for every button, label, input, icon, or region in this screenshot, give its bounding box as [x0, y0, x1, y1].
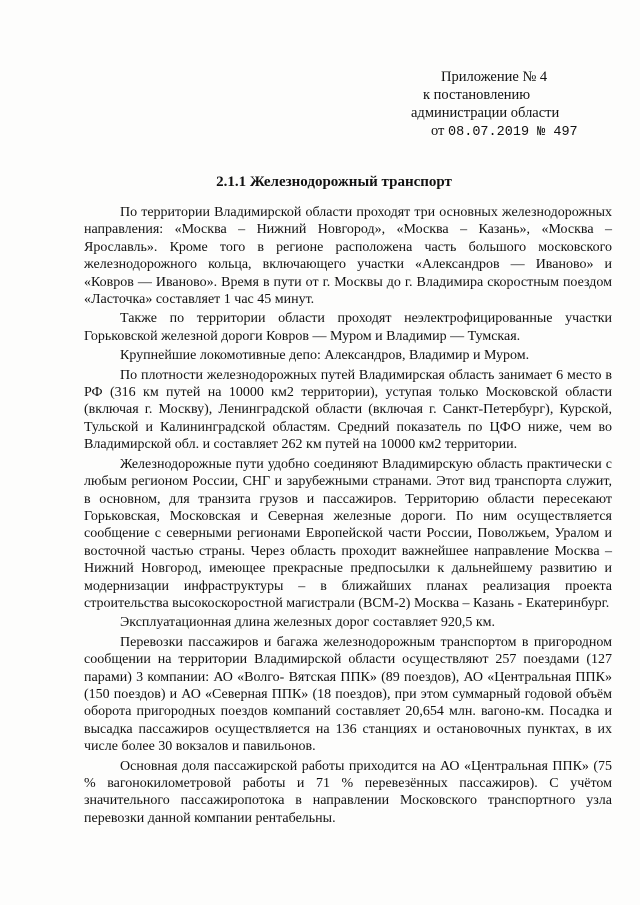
administration-label: администрации области	[411, 105, 560, 121]
paragraph-connections: Железнодорожные пути удобно соединяют Владимирскую область практически с любым регионом России, СНГ и зарубежными странами. Этот вид транспорта служит, в основном, для транзита грузов и пассажиров. Территорию области пересекают Горьковская, Московская и Северная железные дороги. По ним осуществляется сообщение с северными регионами Европейской части России, Поволжьем, Уралом и восточной частью страны. Через область проходит важнейшее направление Москва – Нижний Новгород, имеющее прекрасные предпосылки к дальнейшему развитию и модернизации инфраструктуры – в ближайших планах реализация проекта строительства высокоскоростной магистрали (ВСМ-2) Москва – Казань - Екатеринбург.	[84, 456, 612, 611]
resolution-date-line	[395, 122, 625, 142]
paragraph-density: По плотности железнодорожных путей Владимирская область занимает 6 место в РФ (316 км путей на 10000 км2 территории), уступая только Московской области (включая г. Москву), Ленинградской области (включая г. Санкт-Петербург), Курской, Тульской и Калининградской областям. Средний показатель по ЦФО ниже, чем во Владимирской обл. и составляет 262 км путей на 10000 км2 территории.	[84, 367, 612, 453]
date-number-stamp: 08.07.2019 № 497	[448, 125, 578, 140]
appendix-number: Приложение № 4	[441, 69, 548, 85]
section-title: 2.1.1 Железнодорожный транспорт	[216, 174, 452, 190]
date-prefix: от	[431, 123, 449, 139]
paragraph-directions: По территории Владимирской области проходят три основных железнодорожных направления: «Москва – Нижний Новгород», «Москва – Казань», «Москва – Ярославль». Кроме того в регионе расположена часть большого московского железнодорожного кольца, включающего участки «Александров — Иваново» и «Ковров — Иваново». Время в пути от г. Москвы до г. Владимира скоростным поездом «Ласточка» составляет 1 час 45 минут.	[84, 205, 612, 308]
paragraph-length: Эксплуатационная длина железных дорог составляет 920,5 км.	[120, 615, 495, 631]
resolution-reference: к постановлению	[423, 87, 531, 103]
paragraph-passenger-transport: Перевозки пассажиров и багажа железнодорожным транспортом в пригородном сообщении на территории Владимирской области осуществляют 257 поездами (127 парами) 3 компании: АО «Волго- Вятская ППК» (89 поездов), АО «Центральная ППК» (150 поездов) и АО «Северная ППК» (18 поездов), при этом суммарный годовой объём оборота пригородных поездов компаний составляет 20,654 млн. вагоно-км. Посадка и высадка пассажиров осуществляется на 136 станциях и остановочных пунктах, в их числе более 30 вокзалов и павильонов.	[84, 634, 612, 755]
appendix-header	[395, 68, 625, 142]
paragraph-central-ppk: Основная доля пассажирской работы приходится на АО «Центральная ППК» (75 % вагонокилометровой работы и 71 % перевезённых пассажиров). С учётом значительного пассажиропотока в направлении Московского транспортного узла перевозки данной компании рентабельны.	[84, 758, 612, 826]
document-body	[84, 204, 612, 829]
paragraph-non-electrified: Также по территории области проходят неэлектрофицированные участки Горьковской железной дороги Ковров — Муром и Владимир — Тумская.	[84, 311, 612, 344]
paragraph-depots: Крупнейшие локомотивные депо: Александров, Владимир и Муром.	[120, 348, 530, 364]
